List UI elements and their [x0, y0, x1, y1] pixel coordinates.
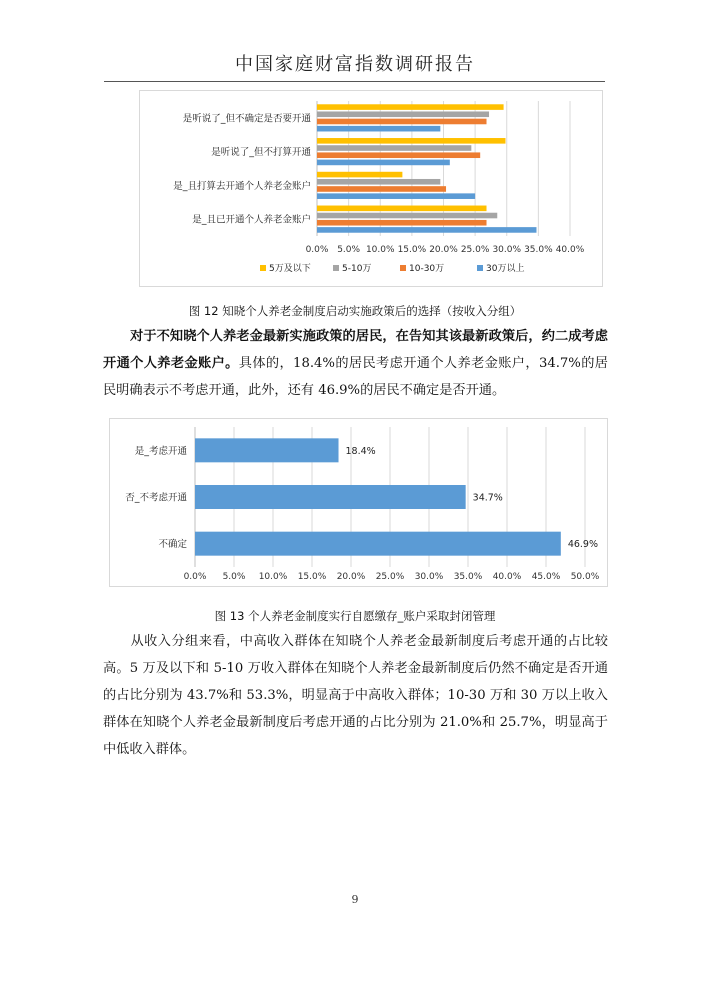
- figure-12-svg: [140, 91, 602, 286]
- data-label: 34.7%: [472, 492, 503, 504]
- legend-swatch: [333, 265, 339, 271]
- bar: [195, 532, 561, 556]
- x-tick-label: 30.0%: [492, 245, 522, 255]
- bar: [317, 126, 440, 132]
- legend-label: 10-30万: [409, 264, 445, 274]
- bar: [317, 186, 446, 192]
- category-label: 是听说了_但不确定是否要开通: [182, 113, 311, 125]
- x-tick-label: 35.0%: [524, 245, 553, 255]
- bar: [317, 152, 480, 158]
- data-label: 46.9%: [567, 539, 599, 551]
- category-label: 否_不考虑开通: [125, 492, 187, 504]
- x-tick-label: 0.0%: [305, 245, 329, 255]
- x-tick-label: 45.0%: [531, 572, 561, 582]
- legend-swatch: [400, 265, 406, 271]
- paragraph-1-bold: 对于不知晓个人养老金最新实施政策的居民，在告知其该最新政策后，约二成考虑开通个人养老金账户。: [103, 329, 608, 371]
- bar: [317, 104, 504, 110]
- report-header-title: 中国家庭财富指数调研报告: [235, 54, 475, 75]
- figure-12-caption: 图 12 知晓个人养老金制度启动实施政策后的选择（按收入分组）: [188, 304, 522, 318]
- x-tick-label: 0.0%: [183, 572, 207, 582]
- x-tick-label: 25.0%: [375, 572, 405, 582]
- x-tick-label: 10.0%: [258, 572, 288, 582]
- paragraph-1: [103, 323, 608, 404]
- category-label: 是_且打算去开通个人养老金账户: [173, 180, 311, 192]
- paragraph-2-text: 从收入分组来看，中高收入群体在知晓个人养老金最新制度后考虑开通的占比较高。5 万及以下和 5-10 万收入群体在知晓个人养老金最新制度后仍然不确定是否开通的占比分别为 43.7%和 53.3%，明显高于中高收入群体；10-30 万和 30 万以上收入群体在知晓个人养老金最新制度后考虑开通的占比分别为 21.0%和 25.7%，明显高于中低收入群体。: [103, 634, 608, 757]
- x-tick-label: 15.0%: [397, 245, 427, 255]
- figure-12-chart: [139, 90, 603, 287]
- x-tick-label: 35.0%: [453, 572, 483, 582]
- category-label: 是_考虑开通: [134, 445, 187, 457]
- x-tick-label: 30.0%: [414, 572, 444, 582]
- bar: [317, 172, 402, 178]
- x-tick-label: 5.0%: [337, 245, 361, 255]
- legend-label: 5-10万: [342, 264, 372, 274]
- category-label: 是_且已开通个人养老金账户: [192, 214, 311, 226]
- legend-label: 30万以上: [486, 264, 525, 274]
- x-tick-label: 10.0%: [365, 245, 395, 255]
- bar: [195, 438, 339, 462]
- x-tick-label: 5.0%: [222, 572, 246, 582]
- x-tick-label: 40.0%: [492, 572, 522, 582]
- legend-label: 5万及以下: [269, 264, 311, 274]
- bar: [317, 213, 497, 219]
- bar: [317, 145, 471, 151]
- data-label: 18.4%: [345, 445, 376, 457]
- bar: [317, 160, 450, 166]
- header-divider: [104, 81, 605, 82]
- paragraph-1-rest: 具体的，18.4%的居民考虑开通个人养老金账户，34.7%的居民明确表示不考虑开通，此外，还有 46.9%的居民不确定是否开通。: [103, 356, 608, 398]
- bar: [317, 138, 505, 144]
- figure-13-caption: 图 13 个人养老金制度实行自愿缴存_账户采取封闭管理: [214, 609, 496, 623]
- x-tick-label: 15.0%: [297, 572, 327, 582]
- x-tick-label: 25.0%: [460, 245, 490, 255]
- bar: [317, 119, 487, 125]
- page-number: 9: [351, 893, 359, 906]
- x-tick-label: 50.0%: [570, 572, 600, 582]
- bar: [317, 111, 489, 117]
- figure-13-svg: [110, 419, 607, 586]
- bar: [195, 485, 466, 509]
- bar: [317, 220, 487, 226]
- category-label: 不确定: [158, 539, 187, 551]
- x-tick-label: 40.0%: [555, 245, 585, 255]
- bar: [317, 227, 536, 233]
- legend-swatch: [477, 265, 483, 271]
- paragraph-2: [103, 628, 608, 763]
- legend-swatch: [260, 265, 266, 271]
- bar: [317, 179, 440, 185]
- figure-13-chart: [109, 418, 608, 587]
- category-label: 是听说了_但不打算开通: [211, 147, 311, 159]
- x-tick-label: 20.0%: [429, 245, 458, 255]
- bar: [317, 206, 487, 212]
- bar: [317, 193, 475, 199]
- x-tick-label: 20.0%: [336, 572, 366, 582]
